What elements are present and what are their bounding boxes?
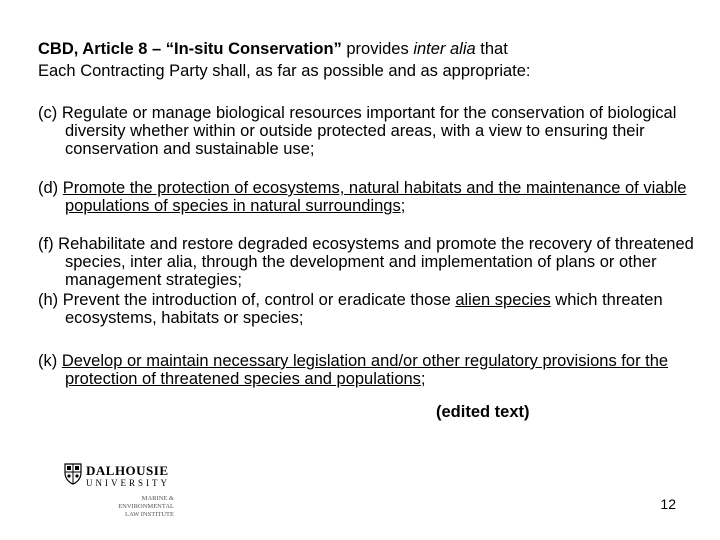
paragraph-c-text: Regulate or manage biological resources important for the conservation of biological diversity whether within or outside protected areas, with a view to ensuring their conservation and sustainable use;	[61, 104, 677, 158]
paragraph-d-text: Promote the protection of ecosystems, natural habitats and the maintenance of viable populations of species in natural surroundings	[62, 179, 687, 215]
edited-text-note: (edited text)	[436, 403, 530, 421]
page-number: 12	[660, 496, 676, 512]
dalhousie-logo	[62, 462, 192, 524]
crest-icon	[64, 463, 82, 485]
paragraph-d	[38, 179, 705, 215]
paragraph-d-label: (d)	[38, 179, 59, 197]
logo-institute-line-2: ENVIRONMENTAL	[118, 503, 174, 510]
paragraph-f	[38, 235, 705, 289]
paragraph-f-label: (f)	[38, 235, 54, 253]
paragraph-h-text-before: Prevent the introduction of, control or eradicate those	[62, 291, 456, 309]
paragraph-h	[38, 291, 705, 327]
paragraph-k-text: Develop or maintain necessary legislation and/or other regulatory provisions for the protection of threatened species and populations	[61, 352, 669, 388]
paragraph-c	[38, 104, 705, 158]
logo-university-name: DALHOUSIE	[86, 463, 169, 478]
paragraph-k-end: ;	[420, 370, 426, 388]
slide-heading	[38, 38, 678, 82]
heading-line-2: Each Contracting Party shall, as far as possible and as appropriate:	[38, 62, 531, 80]
paragraph-h-label: (h)	[38, 291, 59, 309]
paragraph-f-text: Rehabilitate and restore degraded ecosystems and promote the recovery of threatened species, inter alia, through the development and implementation of plans or other management strategies;	[58, 235, 694, 289]
paragraph-c-label: (c)	[38, 104, 58, 122]
heading-inter-alia: inter alia	[413, 40, 476, 58]
logo-institute-line-1: MARINE &	[141, 495, 174, 502]
logo-institute	[118, 495, 174, 519]
heading-provides: provides	[341, 40, 414, 58]
paragraph-d-end: ;	[400, 197, 406, 215]
paragraph-h-alien-species: alien species	[455, 291, 551, 309]
paragraph-h-text-after: which threaten ecosystems, habitats or species;	[65, 291, 663, 327]
heading-line-1	[38, 38, 678, 60]
heading-that: that	[475, 40, 508, 58]
heading-title: CBD, Article 8 – “In-situ Conservation”	[38, 40, 342, 58]
logo-university-word: UNIVERSITY	[86, 478, 170, 488]
paragraph-k	[38, 352, 705, 388]
paragraph-k-label: (k)	[38, 352, 58, 370]
logo-institute-line-3: LAW INSTITUTE	[124, 511, 174, 518]
